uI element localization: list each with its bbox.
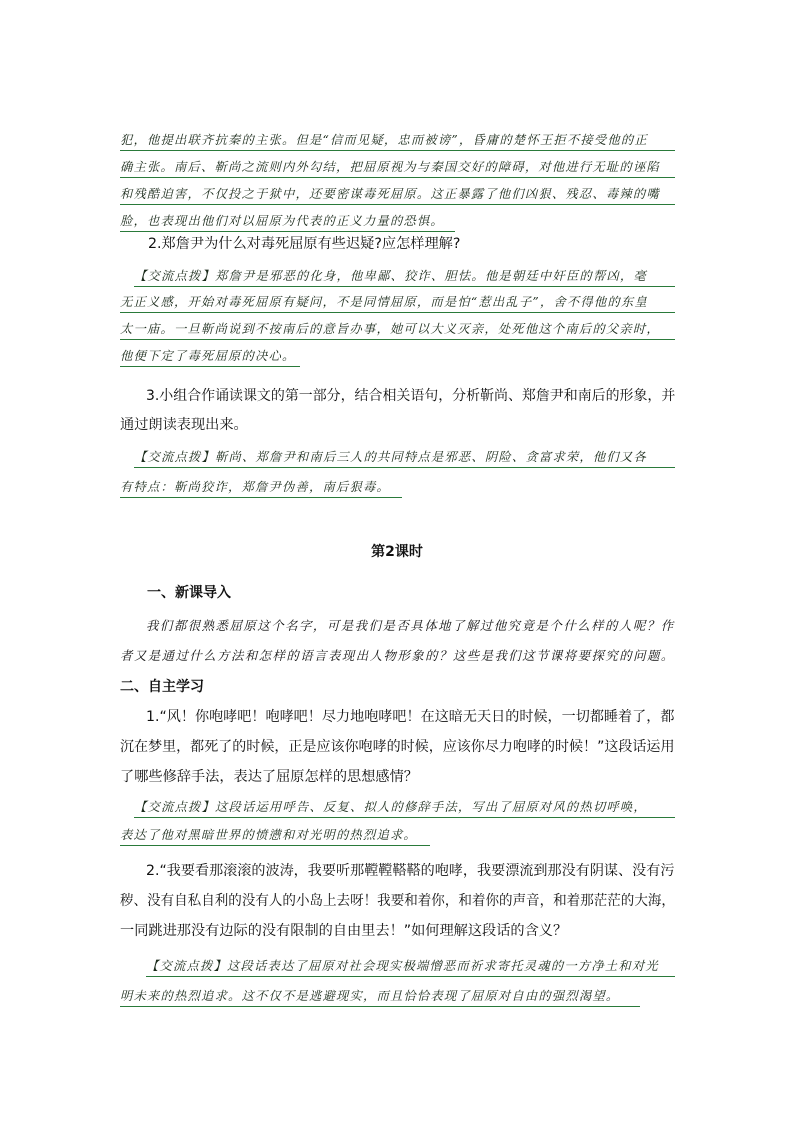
- paragraph-line: 我们都很熟悉屈原这个名字，可是我们是否具体地了解过他究竟是个什么样的人呢？作: [146, 618, 675, 633]
- question-text: 1.“风！你咆哮吧！咆哮吧！尽力地咆哮吧！在这暗无天日的时候，一切都睡着了，都: [146, 709, 675, 725]
- question-text: 了哪些修辞手法，表达了屈原怎样的思想感情？: [120, 769, 418, 785]
- answer-underline: [120, 497, 402, 498]
- question-text: 一同跳进那没有边际的没有限制的自由里去！”如何理解这段话的含义？: [120, 923, 568, 939]
- answer-line: 【交流点拨】靳尚、郑詹尹和南后三人的共同特点是邪恶、阴险、贪富求荣，他们又各: [134, 450, 647, 464]
- answer-line: 脸，也表现出他们对以屈原为代表的正义力量的恐惧。: [120, 214, 444, 228]
- answer-line: 他便下定了毒死屈原的决心。: [120, 349, 296, 363]
- question-text: 2.“我要看那滚滚的波涛，我要听那鞺鞺鞳鞳的咆哮，我要漂流到那没有阴谋、没有污: [146, 863, 675, 879]
- answer-underline: [134, 817, 675, 818]
- answer-underline: [134, 286, 675, 287]
- answer-line: 【交流点拨】这段话表达了屈原对社会现实极端憎恶而祈求寄托灵魂的一方净土和对光: [146, 959, 659, 973]
- answer-underline: [120, 231, 455, 232]
- question-text: 沉在梦里，都死了的时候，正是应该你咆哮的时候，应该你尽力咆哮的时候！”这段话运用: [120, 739, 675, 755]
- section-heading-intro: 一、新课导入: [147, 585, 231, 601]
- answer-underline: [134, 467, 675, 468]
- answer-line: 无正义感，开始对毒死屈原有疑问，不是同情屈原，而是怕“惹出乱子”，舍不得他的东皇: [120, 295, 648, 309]
- answer-line: 【交流点拨】郑詹尹是邪恶的化身，他卑鄙、狡诈、胆怯。他是朝廷中奸臣的帮凶，毫: [134, 269, 647, 283]
- question-text: 3.小组合作诵读课文的第一部分，结合相关语句，分析靳尚、郑詹尹和南后的形象，并: [146, 388, 676, 404]
- answer-underline: [120, 339, 675, 340]
- answer-line: 明未来的热烈追求。这不仅不是逃避现实，而且恰恰表现了屈原对自由的强烈渴望。: [120, 989, 620, 1003]
- answer-underline: [120, 845, 430, 846]
- answer-underline: [146, 976, 675, 977]
- question-text: 2.郑詹尹为什么对毒死屈原有些迟疑?应怎样理解?: [148, 236, 461, 252]
- answer-line: 犯，他提出联齐抗秦的主张。但是“信而见疑，忠而被谤”，昏庸的楚怀王拒不接受他的正: [120, 133, 648, 147]
- answer-underline: [120, 312, 675, 313]
- answer-line: 确主张。南后、靳尚之流则内外勾结，把屈原视为与秦国交好的障碍，对他进行无耻的诬陷: [120, 160, 660, 174]
- answer-underline: [120, 177, 675, 178]
- lesson-title: 第2课时: [371, 544, 423, 560]
- paragraph-line: 者又是通过什么方法和怎样的语言表现出人物形象的？这些是我们这节课将要探究的问题。: [120, 648, 675, 663]
- answer-line: 和残酷迫害，不仅投之于狱中，还要密谋毒死屈原。这正暴露了他们凶狠、残忍、毒辣的嘴: [120, 187, 660, 201]
- answer-line: 【交流点拨】这段话运用呼告、反复、拟人的修辞手法，写出了屈原对风的热切呼唤，: [134, 800, 647, 814]
- answer-underline: [120, 366, 300, 367]
- answer-line: 有特点：靳尚狡诈，郑詹尹伪善，南后狠毒。: [120, 480, 390, 494]
- answer-underline: [120, 150, 675, 151]
- answer-underline: [120, 204, 675, 205]
- answer-line: 表达了他对黑暗世界的愤懑和对光明的热烈追求。: [120, 828, 417, 842]
- answer-underline: [120, 1006, 640, 1007]
- question-text: 秽、没有自私自利的没有人的小岛上去呀！我要和着你，和着你的声音，和着那茫茫的大海，: [120, 893, 675, 909]
- question-text: 通过朗读表现出来。: [120, 417, 248, 433]
- answer-line: 太一庙。一旦靳尚说到不按南后的意旨办事，她可以大义灭亲，处死他这个南后的父亲时，: [120, 322, 660, 336]
- section-heading-self-study: 二、自主学习: [120, 679, 204, 695]
